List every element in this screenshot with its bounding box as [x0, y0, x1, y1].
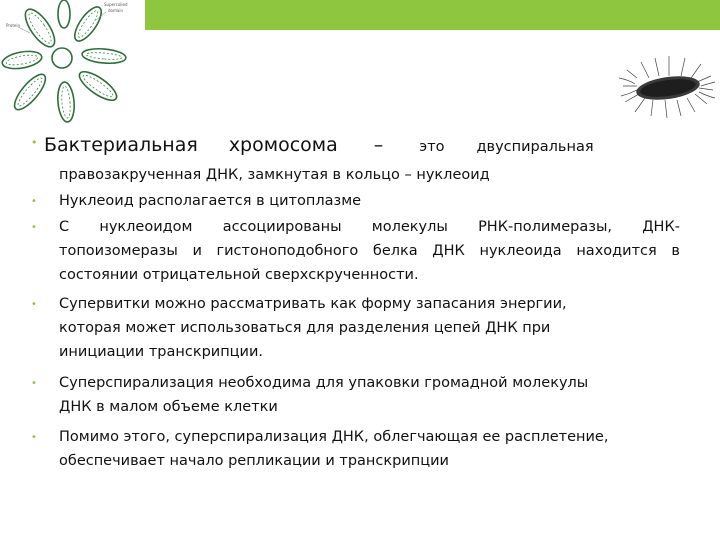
bullet-marker: •	[31, 299, 37, 310]
text-line: инициации транскрипции.	[59, 344, 264, 360]
title-word-3: –	[373, 134, 384, 156]
figure-label-supercoiled: Supercoiled	[104, 2, 128, 7]
word: нуклеоида	[479, 243, 562, 259]
word: белка	[372, 243, 418, 259]
title-line	[44, 133, 680, 159]
text-line: Суперспирализация необходима для упаковки громадной молекулы	[59, 375, 589, 391]
text-line: ДНК в малом объеме клетки	[59, 399, 278, 415]
figure-label-domain: domain	[108, 8, 123, 13]
paragraph-3	[59, 215, 680, 287]
bullet-marker: •	[31, 222, 37, 233]
figure-label-protein: Protein	[6, 23, 21, 28]
text-line: состоянии отрицательной сверхскрученности.	[59, 267, 419, 283]
text-line: Нуклеоид располагается в цитоплазме	[59, 193, 362, 209]
bullet-marker: •	[31, 136, 38, 149]
title-word-1: Бактериальная	[44, 134, 198, 156]
paragraph-6	[59, 425, 608, 473]
word: ДНК-	[642, 219, 680, 235]
bullet-marker: •	[31, 196, 37, 207]
text-line: правозакрученная ДНК, замкнутая в кольцо – нуклеоид	[59, 167, 490, 183]
paragraph-2	[59, 189, 361, 213]
text-line: которая может использоваться для разделения цепей ДНК при	[59, 320, 551, 336]
word: находится	[576, 243, 657, 259]
word: С	[59, 219, 70, 235]
justified-line-2	[59, 239, 680, 263]
text-line: Супервитки можно рассматривать как форму запасания энергии,	[59, 296, 567, 312]
word: молекулы	[371, 219, 448, 235]
word: в	[671, 243, 680, 259]
bacterium-image	[615, 50, 720, 125]
word: и	[192, 243, 202, 259]
justified-line-1	[59, 215, 680, 239]
word: ассоциированы	[222, 219, 342, 235]
supercoiled-dna-diagram	[0, 0, 145, 130]
word: топоизомеразы	[59, 243, 178, 259]
bullet-marker: •	[31, 432, 37, 443]
word: ДНК	[432, 243, 465, 259]
nucleoid-figure	[0, 0, 145, 130]
text-line: обеспечивает начало репликации и транскрипции	[59, 453, 449, 469]
paragraph-5	[59, 371, 588, 419]
word: нуклеоидом	[99, 219, 193, 235]
paragraph-1	[59, 163, 490, 187]
word: гистоноподобного	[216, 243, 359, 259]
bullet-marker: •	[31, 378, 37, 389]
text-line: Помимо этого, суперспирализация ДНК, облегчающая ее расплетение,	[59, 429, 609, 445]
title-word-5: двуспиральная	[476, 139, 594, 155]
paragraph-4	[59, 292, 567, 364]
title-word-2: хромосома	[228, 134, 338, 156]
title-word-4: это	[419, 139, 445, 155]
word: РНК-полимеразы,	[478, 219, 612, 235]
